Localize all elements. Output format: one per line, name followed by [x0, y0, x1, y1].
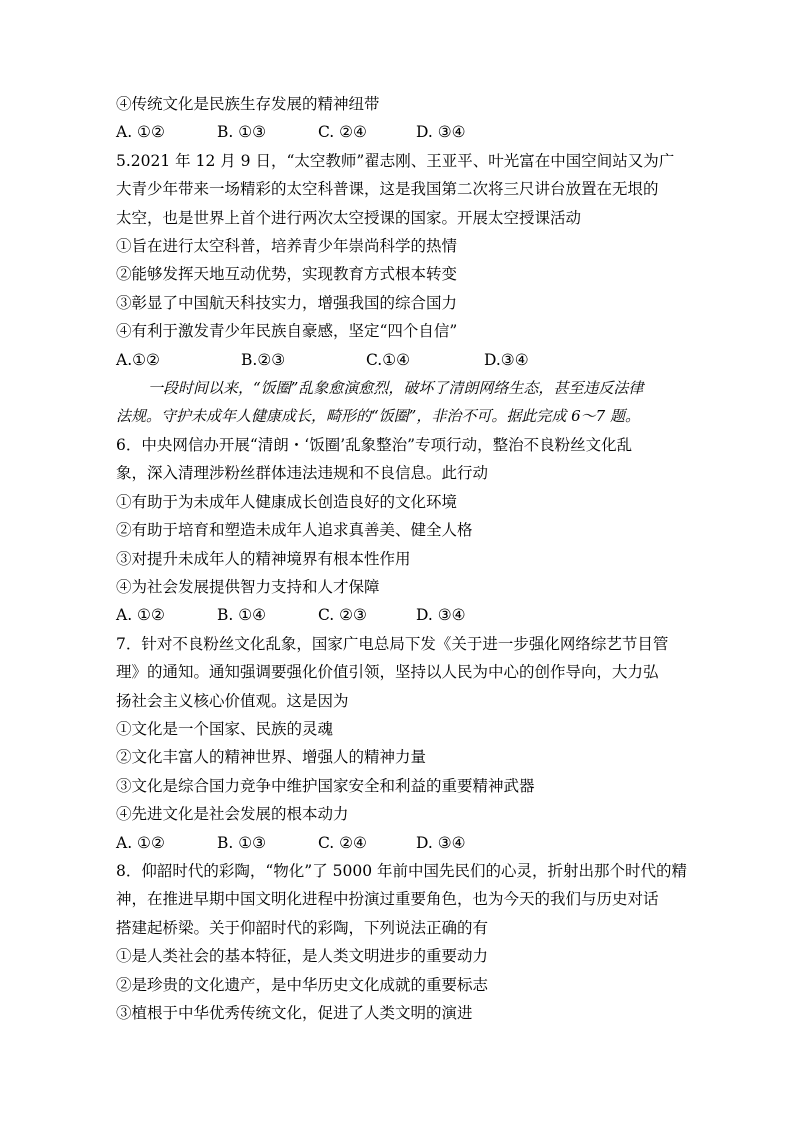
q5-stem-line: 太空，也是世界上首个进行两次太空授课的国家。开展太空授课活动 — [116, 208, 582, 227]
question-7 — [116, 630, 696, 857]
material-passage — [116, 374, 696, 431]
q6-item-3: ③对提升未成年人的精神境界有根本性作用 — [116, 549, 411, 568]
q7-item-1: ①文化是一个国家、民族的灵魂 — [116, 719, 334, 738]
q8-stem-line: 搭建起桥梁。关于仰韶时代的彩陶，下列说法正确的有 — [116, 918, 489, 937]
question-6 — [116, 431, 696, 630]
option-c: C. ②③ — [318, 606, 367, 625]
option-c: C.①④ — [366, 350, 411, 369]
option-d: D.③④ — [484, 350, 529, 369]
question-content — [116, 90, 696, 1027]
q8-stem-line: 神，在推进早期中国文明化进程中扮演过重要角色，也为今天的我们与历史对话 — [116, 890, 659, 909]
option-b: B.②③ — [241, 350, 286, 369]
q8-stem-line: 8．仰韶时代的彩陶，“物化”了 5000 年前中国先民们的心灵，折射出那个时代的精 — [116, 861, 688, 880]
option-a: A.①② — [116, 350, 160, 369]
q6-item-4: ④为社会发展提供智力支持和人才保障 — [116, 577, 380, 596]
q5-item-4: ④有利于激发青少年民族自豪感，坚定“四个自信” — [116, 322, 458, 341]
q8-item-1: ①是人类社会的基本特征，是人类文明进步的重要动力 — [116, 947, 489, 966]
option-a: A. ①② — [116, 833, 165, 852]
question-8 — [116, 857, 696, 1027]
option-b: B. ①③ — [217, 123, 267, 142]
q5-item-3: ③彰显了中国航天科技实力，增强我国的综合国力 — [116, 293, 458, 312]
option-d: D. ③④ — [416, 833, 466, 852]
option-d: D. ③④ — [416, 123, 466, 142]
q6-item-1: ①有助于为未成年人健康成长创造良好的文化环境 — [116, 492, 458, 511]
q5-stem-line: 大青少年带来一场精彩的太空科普课，这是我国第二次将三尺讲台放置在无垠的 — [116, 180, 659, 199]
q5-stem-line: 5.2021 年 12 月 9 日，“太空教师”翟志刚、王亚平、叶光富在中国空间站又为广 — [116, 151, 675, 170]
prev-item-4: ④传统文化是民族生存发展的精神纽带 — [116, 95, 380, 113]
q5-options — [116, 346, 696, 374]
q6-stem-line: 6．中央网信办开展“清朗・‘饭圈’乱象整治”专项行动，整治不良粉丝文化乱 — [116, 435, 633, 454]
q7-item-4: ④先进文化是社会发展的根本动力 — [116, 805, 349, 824]
option-b: B. ①④ — [217, 606, 267, 625]
q7-stem-line: 7．针对不良粉丝文化乱象，国家广电总局下发《关于进一步强化网络综艺节目管 — [116, 634, 669, 653]
q7-stem-line: 理》的通知。通知强调要强化价值引领，坚持以人民为中心的创作导向，大力弘 — [116, 663, 659, 682]
question-5 — [116, 147, 696, 374]
option-a: A. ①② — [116, 123, 165, 142]
option-c: C. ②④ — [318, 833, 367, 852]
q5-item-1: ①旨在进行太空科普，培养青少年崇尚科学的热情 — [116, 237, 458, 256]
option-a: A. ①② — [116, 606, 165, 625]
q6-stem-line: 象，深入清理涉粉丝群体违法违规和不良信息。此行动 — [116, 464, 489, 483]
option-b: B. ①③ — [217, 833, 267, 852]
q6-options — [116, 601, 696, 629]
q7-item-2: ②文化丰富人的精神世界、增强人的精神力量 — [116, 748, 427, 767]
q5-item-2: ②能够发挥天地互动优势，实现教育方式根本转变 — [116, 265, 458, 284]
q8-item-3: ③植根于中华优秀传统文化，促进了人类文明的演进 — [116, 1004, 473, 1022]
material-line: 法规。守护未成年人健康成长，畸形的“饭圈”，非治不可。据此完成 6～7 题。 — [116, 407, 640, 426]
q7-stem-line: 扬社会主义核心价值观。这是因为 — [116, 691, 349, 710]
q8-item-2: ②是珍贵的文化遗产，是中华历史文化成就的重要标志 — [116, 975, 489, 994]
material-line: 一段时间以来，“饭圈”乱象愈演愈烈，破坏了清朗网络生态，甚至违反法律 — [148, 379, 644, 398]
prev-options — [116, 118, 696, 146]
q7-item-3: ③文化是综合国力竞争中维护国家安全和利益的重要精神武器 — [116, 776, 535, 795]
option-c: C. ②④ — [318, 123, 367, 142]
q6-item-2: ②有助于培育和塑造未成年人追求真善美、健全人格 — [116, 521, 473, 540]
option-d: D. ③④ — [416, 606, 466, 625]
q7-options — [116, 829, 696, 857]
